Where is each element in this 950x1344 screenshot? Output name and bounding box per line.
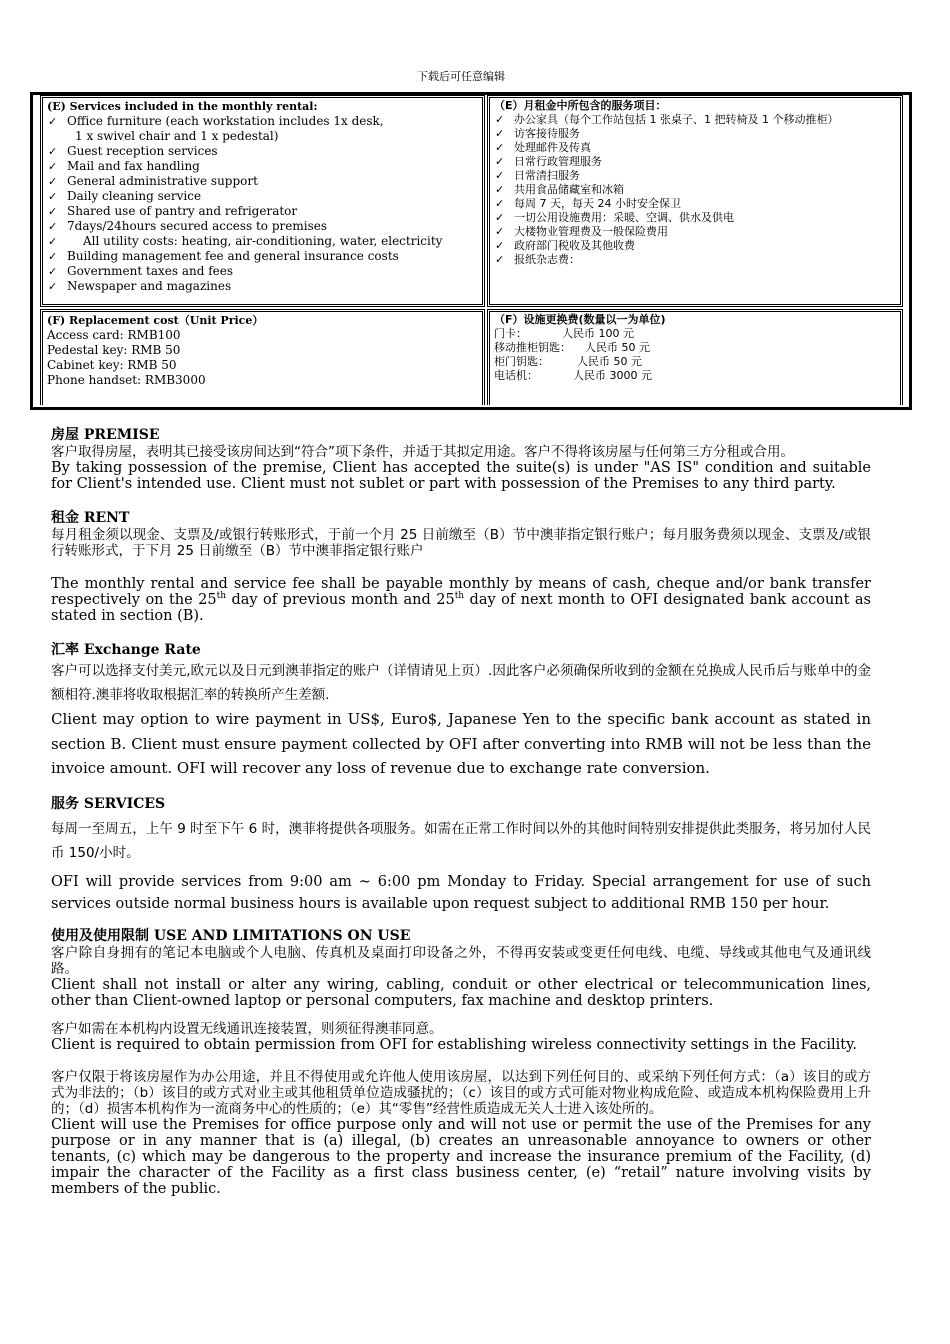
paragraph-en: The monthly rental and service fee shall be payable monthly by means of cash, cheque and/or bank transfer respectively on the 25th day of previous month and 25th day of next month to OFI designated bank account as stated in section (B). xyxy=(51,576,871,624)
list-item: ✓ 报纸杂志费： xyxy=(494,253,896,267)
paragraph-cn: 每月租金须以现金、支票及/或银行转账形式，于前一个月 25 日前缴至（B）节中澳菲指定银行账户；每月服务费须以现金、支票及/或银行转账形式，于下月 25 日前缴至（B）节中澳菲指定银行账户 xyxy=(51,527,871,559)
list-item: ✓ General administrative support xyxy=(47,174,478,189)
replacement-line: 移动推柜钥匙： 人民币 50 元 xyxy=(494,341,650,354)
services-en-list xyxy=(47,114,478,294)
list-item: ✓ 大楼物业管理费及一般保险费用 xyxy=(494,225,896,239)
list-item: ✓ 办公家具（每个工作站包括 1 张桌子、1 把转椅及 1 个移动推柜） xyxy=(494,113,896,127)
section-services xyxy=(51,795,871,915)
list-item: ✓ Government taxes and fees xyxy=(47,264,478,279)
list-item: ✓ Daily cleaning service xyxy=(47,189,478,204)
replacement-line: 电话机： 人民币 3000 元 xyxy=(494,369,652,382)
services-en-title: (E) Services included in the monthly rental: xyxy=(47,100,318,113)
replacement-line: 柜门钥匙： 人民币 50 元 xyxy=(494,355,642,368)
list-item: ✓ 7days/24hours secured access to premises xyxy=(47,219,478,234)
list-item: ✓ Shared use of pantry and refrigerator xyxy=(47,204,478,219)
replacement-en-title: (F) Replacement cost（Unit Price） xyxy=(47,314,264,327)
paragraph-cn: 每周一至周五，上午 9 时至下午 6 时，澳菲将提供各项服务。如需在正常工作时间以外的其他时间特别安排提供此类服务，将另加付人民币 150/小时。 xyxy=(51,820,871,861)
paragraph-cn: 客户除自身拥有的笔记本电脑或个人电脑、传真机及桌面打印设备之外，不得再安装或变更任何电线、电缆、导线或其他电气及通讯线路。 xyxy=(51,944,871,977)
cell-services-en xyxy=(40,95,485,307)
paragraph-en: Client shall not install or alter any wiring, cabling, conduit or other electrical or telecommunication lines, other than Client-owned laptop or personal computers, fax machine and desktop printers. xyxy=(51,976,871,1009)
paragraph-cn: 客户可以选择支付美元,欧元以及日元到澳菲指定的账户（详情请见上页）.因此客户必须确保所收到的金额在兑换成人民币后与账单中的金额相符.澳菲将收取根据汇率的转换所产生差额. xyxy=(51,663,871,703)
list-item: ✓ 日常清扫服务 xyxy=(494,169,896,183)
paragraph-en: By taking possession of the premise, Client has accepted the suite(s) is under "AS IS" condition and suitable for Client's intended use. Client must not sublet or part with possession of the Premises to any third party. xyxy=(51,460,871,492)
replacement-line: Pedestal key: RMB 50 xyxy=(47,343,181,357)
section-premise xyxy=(51,426,871,492)
list-item: ✓ 共用食品储藏室和冰箱 xyxy=(494,183,896,197)
replacement-line: Cabinet key: RMB 50 xyxy=(47,358,177,372)
header-note: 下载后可任意编辑 xyxy=(417,70,505,83)
section-heading: 使用及使用限制 USE AND LIMITATIONS ON USE xyxy=(51,927,411,944)
cell-services-cn xyxy=(487,95,903,307)
list-item: ✓ 一切公用设施费用：采暖、空调、供水及供电 xyxy=(494,211,896,225)
list-item: ✓ Newspaper and magazines xyxy=(47,279,478,294)
list-item: ✓ 每周 7 天，每天 24 小时安全保卫 xyxy=(494,197,896,211)
replacement-line: 门卡： 人民币 100 元 xyxy=(494,327,634,340)
section-rent xyxy=(51,509,871,624)
services-cn-title: （E）月租金中所包含的服务项目： xyxy=(494,99,667,112)
paragraph-cn: 客户取得房屋，表明其已接受该房间达到“符合”项下条件，并适于其拟定用途。客户不得将该房屋与任何第三方分租或合用。 xyxy=(51,444,794,460)
paragraph-cn: 客户如需在本机构内设置无线通讯连接装置，则须征得澳菲同意。 xyxy=(51,1020,443,1037)
section-use-limitations xyxy=(51,927,871,1197)
list-item: ✓ 日常行政管理服务 xyxy=(494,155,896,169)
paragraph-en: OFI will provide services from 9:00 am ~ 6:00 pm Monday to Friday. Special arrangement for use of such services outside normal business hours is available upon request subject to additional RMB 150 per hour. xyxy=(51,873,871,912)
cell-replacement-cn xyxy=(487,309,903,405)
paragraph-cn: 客户仅限于将该房屋作为办公用途，并且不得使用或允许他人使用该房屋，以达到下列任何目的、或采纳下列任何方式：（a）该目的或方式为非法的；（b）该目的或方式对业主或其他租赁单位造成骚扰的；（c）该目的或方式可能对物业构成危险、或造成本机构保险费用上升的；（d）损害本机构作为一流商务中心的性质的；（e）其“零售”经营性质造成无关人士进入该处所的。 xyxy=(51,1068,871,1117)
list-item: ✓ 访客接待服务 xyxy=(494,127,896,141)
list-item: ✓ Office furniture (each workstation includes 1x desk, 1 x swivel chair and 1 x pedestal) xyxy=(47,114,478,144)
paragraph-en: Client may option to wire payment in US$, Euro$, Japanese Yen to the specific bank account as stated in section B. Client must ensure payment collected by OFI after converting into RMB will not be less than the invoice amount. OFI will recover any loss of revenue due to exchange rate conversion. xyxy=(51,710,871,777)
cell-replacement-en xyxy=(40,309,485,405)
replacement-line: Access card: RMB100 xyxy=(47,328,181,342)
section-heading: 租金 RENT xyxy=(51,510,130,526)
list-item: ✓ Building management fee and general insurance costs xyxy=(47,249,478,264)
replacement-line: Phone handset: RMB3000 xyxy=(47,373,206,387)
list-item: ✓ 处理邮件及传真 xyxy=(494,141,896,155)
services-table xyxy=(30,92,912,410)
replacement-cn-title: （F）设施更换费(数量以一为单位) xyxy=(494,313,666,326)
list-item: ✓ Guest reception services xyxy=(47,144,478,159)
list-item: ✓ All utility costs: heating, air-conditioning, water, electricity xyxy=(47,234,478,249)
services-cn-list xyxy=(494,113,896,267)
list-item: ✓ 政府部门税收及其他收费 xyxy=(494,239,896,253)
paragraph-en: Client will use the Premises for office purpose only and will not use or permit the use of the Premises for any purpose or in any manner that is (a) illegal, (b) creates an unreasonable annoyance to owners or other tenants, (c) which may be dangerous to the property and increase the insurance premium of the Facility, (d) impair the character of the Facility as a first class business center, (e) “retail” nature involving visits by members of the public. xyxy=(51,1116,871,1197)
section-heading: 服务 SERVICES xyxy=(51,795,166,812)
section-heading: 房屋 PREMISE xyxy=(51,427,160,443)
paragraph-en: Client is required to obtain permission from OFI for establishing wireless connectivity settings in the Facility. xyxy=(51,1036,858,1053)
section-exchange-rate xyxy=(51,641,871,781)
section-heading: 汇率 Exchange Rate xyxy=(51,642,201,658)
terms-body xyxy=(51,426,871,1197)
list-item: ✓ Mail and fax handling xyxy=(47,159,478,174)
